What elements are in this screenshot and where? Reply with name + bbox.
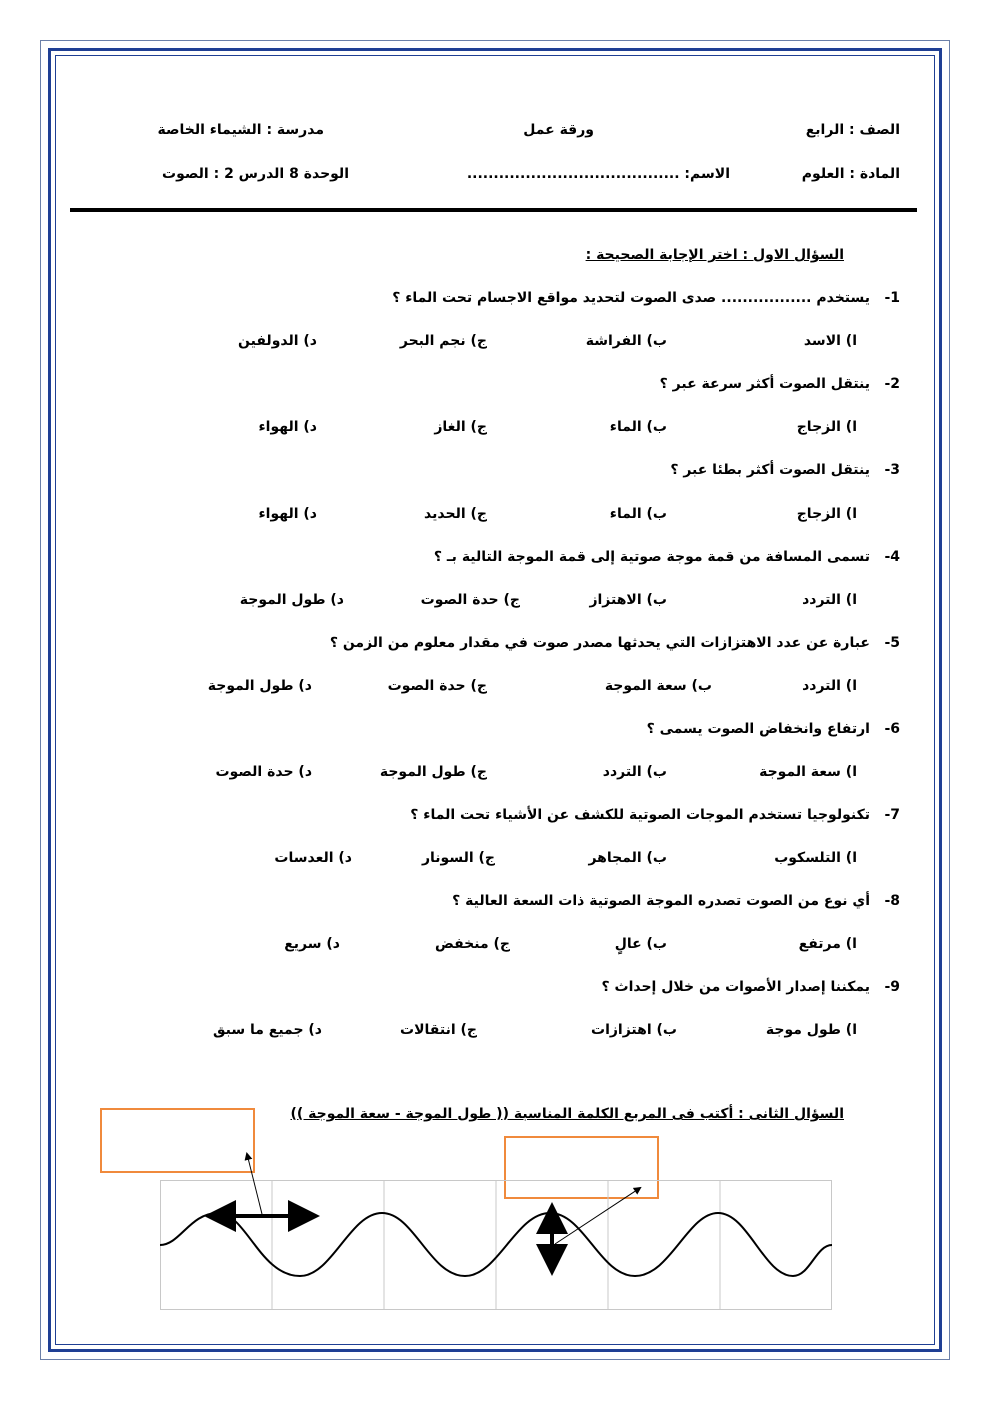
option-d[interactable]: د) الدولفين xyxy=(238,333,317,349)
option-d[interactable]: د) الهواء xyxy=(258,506,317,522)
option-c[interactable]: ج) منخفض xyxy=(434,936,510,952)
option-d[interactable]: د) حدة الصوت xyxy=(215,764,312,780)
question-text: ينتقل الصوت أكثر بطئا عبر ؟ xyxy=(670,462,870,478)
pointer-line-left xyxy=(247,1154,262,1214)
section2-title: السؤال الثانى : أكتب فى المربع الكلمة المناسبة (( طول الموجة - سعة الموجة )) xyxy=(290,1106,844,1122)
option-c[interactable]: ج) انتقالات xyxy=(400,1022,477,1038)
option-c[interactable]: ج) الغاز xyxy=(434,419,487,435)
option-b[interactable]: ب) الماء xyxy=(609,419,667,435)
question-number: 1- xyxy=(884,290,900,306)
option-b[interactable]: ب) اهتزازات xyxy=(591,1022,677,1038)
question-number: 3- xyxy=(884,462,900,478)
option-d[interactable]: د) جميع ما سبق xyxy=(213,1022,322,1038)
option-c[interactable]: ج) طول الموجة xyxy=(379,764,487,780)
question-number: 9- xyxy=(884,979,900,995)
worksheet-title: ورقة عمل xyxy=(523,122,594,138)
question-number: 2- xyxy=(884,376,900,392)
option-d[interactable]: د) سريع xyxy=(284,936,340,952)
question-number: 7- xyxy=(884,807,900,823)
question-number: 6- xyxy=(884,721,900,737)
question-number: 4- xyxy=(884,549,900,565)
option-c[interactable]: ج) السونار xyxy=(421,850,495,866)
option-b[interactable]: ب) سعة الموجة xyxy=(604,678,712,694)
grade-label: الصف : الرابع xyxy=(805,122,900,138)
question-text: ينتقل الصوت أكثر سرعة عبر ؟ xyxy=(659,376,870,392)
option-b[interactable]: ب) عالٍ xyxy=(614,936,667,952)
option-a[interactable]: ا) التردد xyxy=(802,592,857,608)
question-text: تسمى المسافة من قمة موجة صوتية إلى قمة الموجة التالية بـ ؟ xyxy=(433,549,870,565)
option-b[interactable]: ب) الفراشة xyxy=(585,333,667,349)
question-text: أي نوع من الصوت تصدره الموجة الصوتية ذات السعة العالية ؟ xyxy=(452,893,870,909)
option-b[interactable]: ب) الماء xyxy=(609,506,667,522)
question-number: 8- xyxy=(884,893,900,909)
option-c[interactable]: ج) نجم البحر xyxy=(399,333,487,349)
student-name-field[interactable]: الاسم: ........................................ xyxy=(466,166,730,182)
option-c[interactable]: ج) الحديد xyxy=(424,506,487,522)
question-number: 5- xyxy=(884,635,900,651)
question-text: ارتفاع وانخفاض الصوت يسمى ؟ xyxy=(646,721,870,737)
unit-label: الوحدة 8 الدرس 2 : الصوت xyxy=(162,166,349,182)
option-a[interactable]: ا) سعة الموجة xyxy=(759,764,857,780)
option-a[interactable]: ا) مرتفع xyxy=(798,936,857,952)
option-a[interactable]: ا) الزجاج xyxy=(796,419,857,435)
question-text: يستخدم ................. صدى الصوت لتحديد مواقع الاجسام تحت الماء ؟ xyxy=(392,290,870,306)
option-a[interactable]: ا) الاسد xyxy=(803,333,857,349)
option-d[interactable]: د) طول الموجة xyxy=(207,678,312,694)
subject-label: المادة : العلوم xyxy=(801,166,900,182)
question-text: تكنولوجيا تستخدم الموجات الصوتية للكشف عن الأشياء تحت الماء ؟ xyxy=(410,807,870,823)
option-a[interactable]: ا) طول موجة xyxy=(765,1022,857,1038)
option-b[interactable]: ب) الاهتزاز xyxy=(589,592,667,608)
option-b[interactable]: ب) المجاهر xyxy=(588,850,667,866)
option-d[interactable]: د) العدسات xyxy=(274,850,352,866)
option-b[interactable]: ب) التردد xyxy=(602,764,667,780)
question-text: عبارة عن عدد الاهتزازات التي يحدثها مصدر صوت في مقدار معلوم من الزمن ؟ xyxy=(329,635,870,651)
option-c[interactable]: ج) حدة الصوت xyxy=(387,678,487,694)
school-label: مدرسة : الشيماء الخاصة xyxy=(157,122,324,138)
option-d[interactable]: د) الهواء xyxy=(258,419,317,435)
question-text: يمكننا إصدار الأصوات من خلال إحداث ؟ xyxy=(601,979,870,995)
section1-title: السؤال الاول : اختر الإجابة الصحيحة : xyxy=(585,247,844,263)
pointer-line-right xyxy=(555,1188,640,1244)
option-a[interactable]: ا) الزجاج xyxy=(796,506,857,522)
option-a[interactable]: ا) التلسكوب xyxy=(774,850,857,866)
option-c[interactable]: ج) حدة الصوت xyxy=(420,592,520,608)
option-a[interactable]: ا) التردد xyxy=(802,678,857,694)
option-d[interactable]: د) طول الموجة xyxy=(239,592,344,608)
